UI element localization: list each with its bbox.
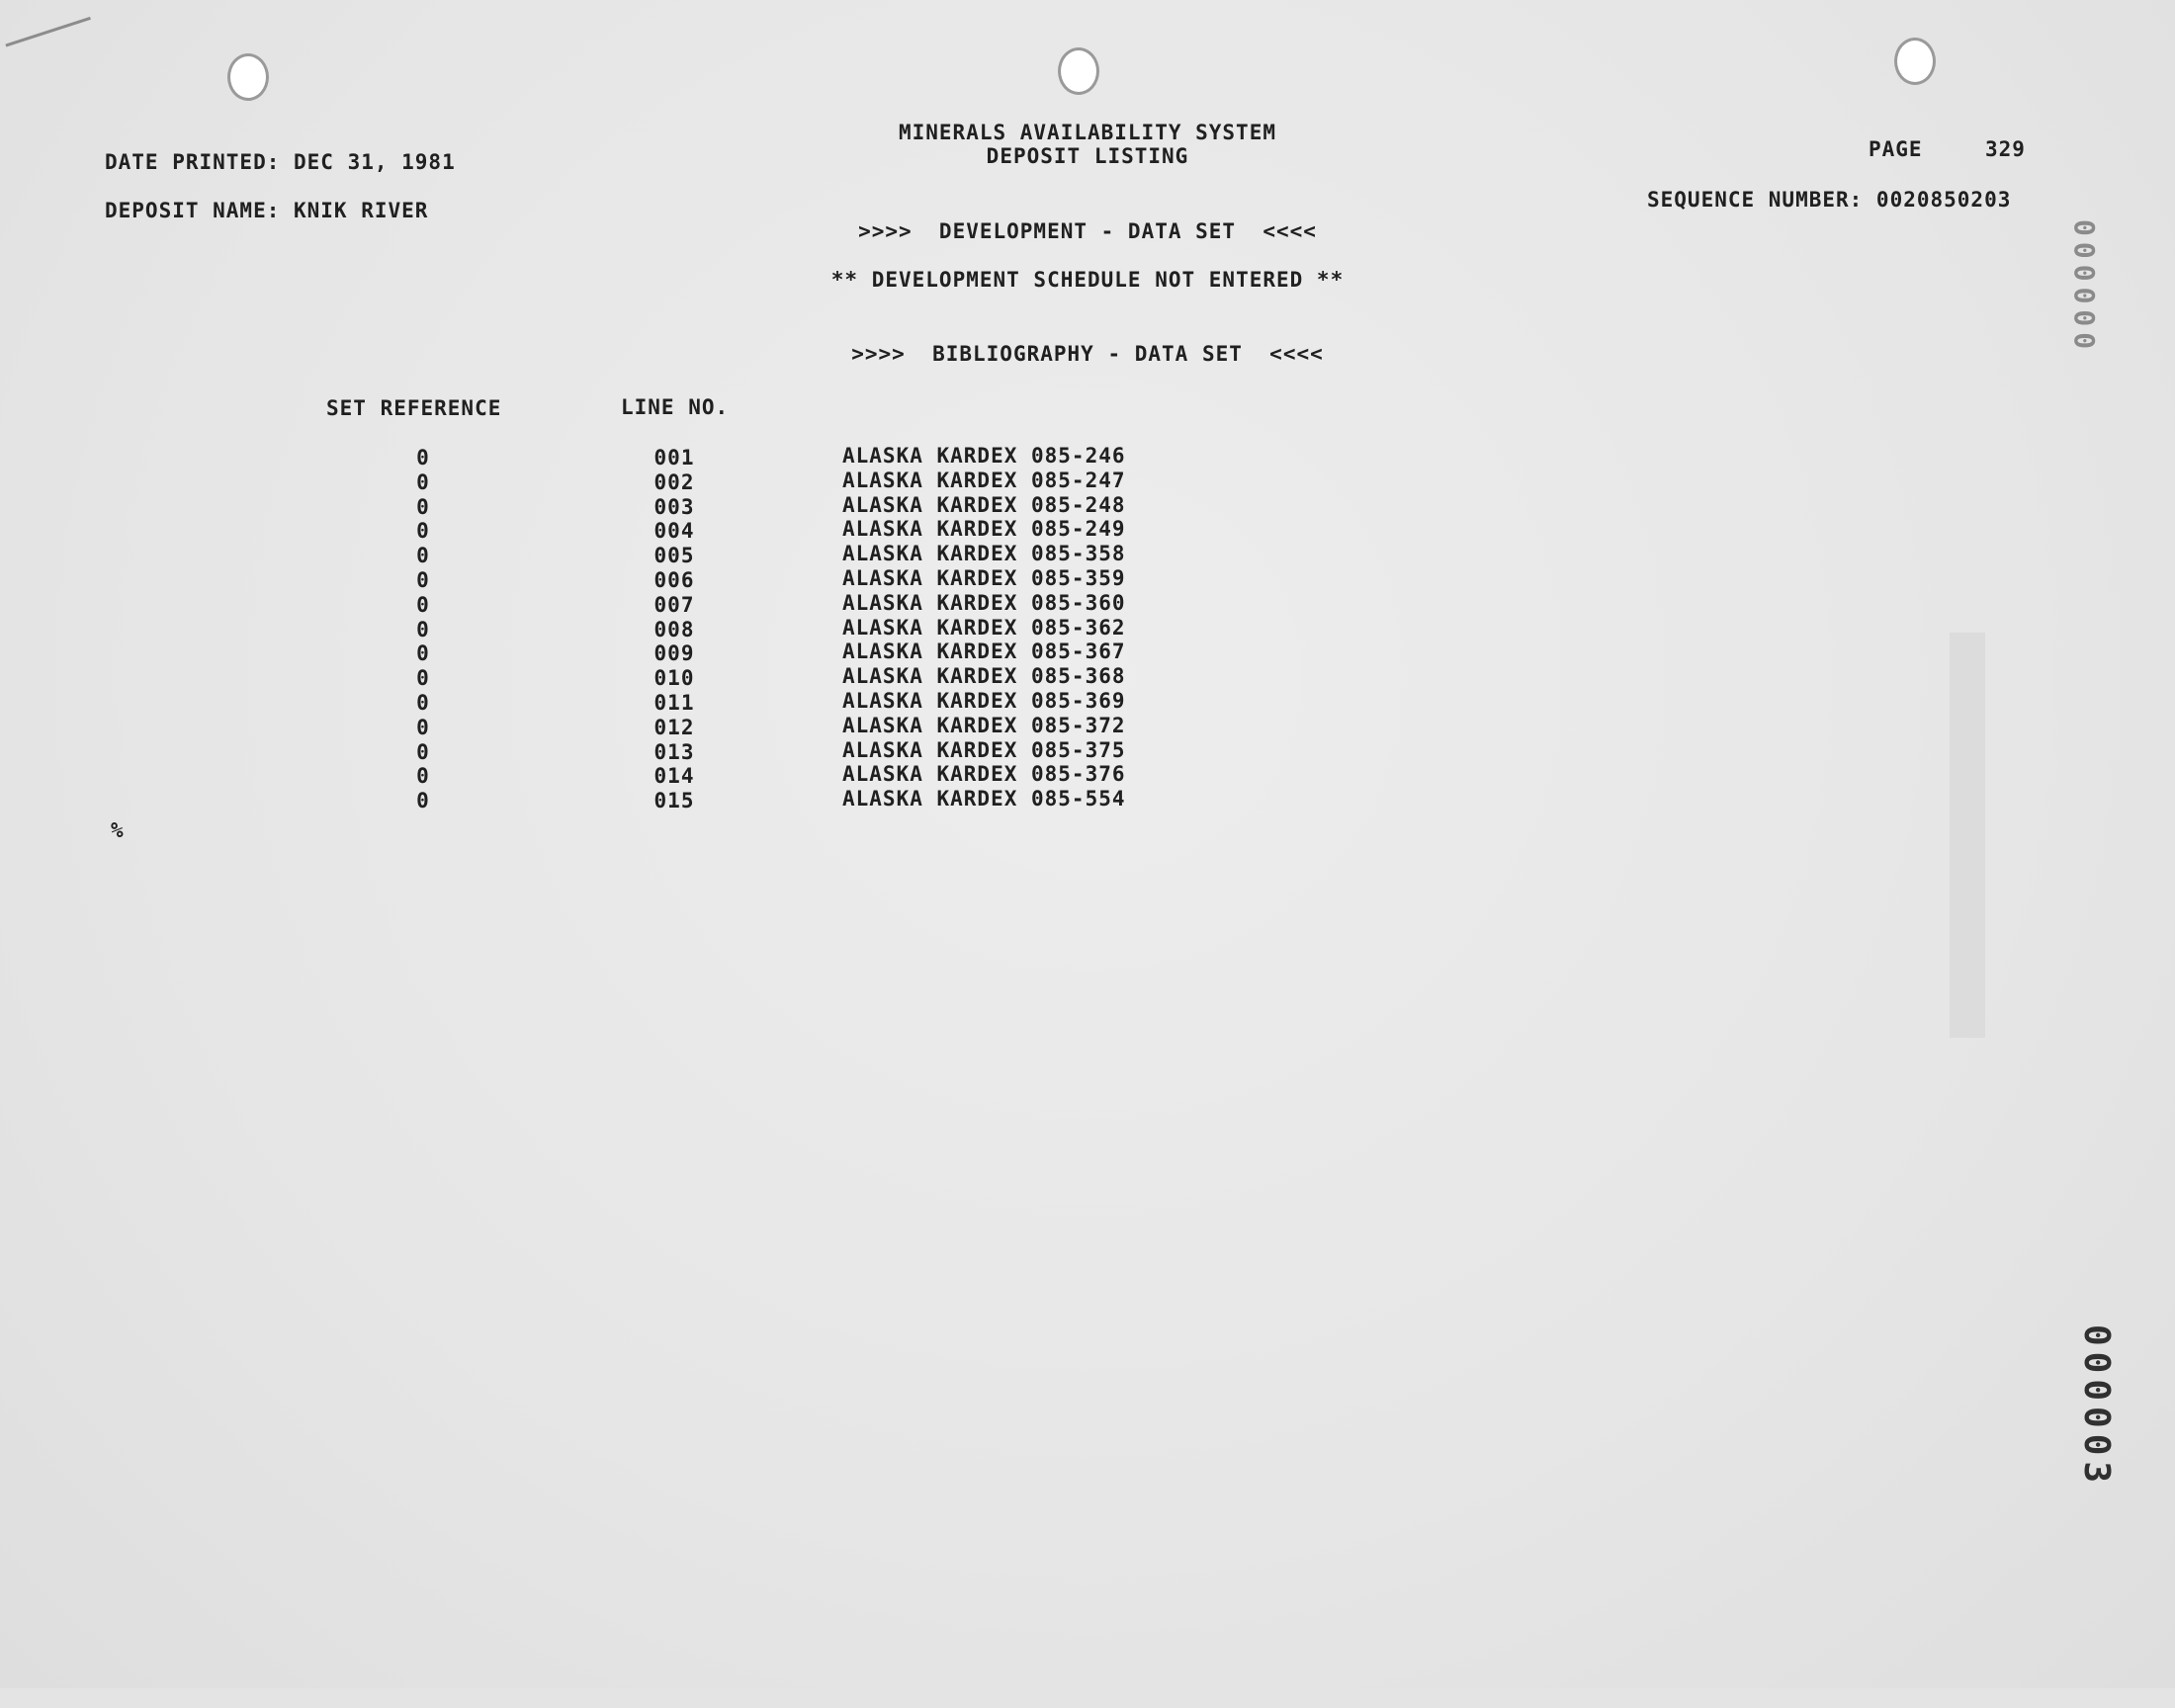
column-header-set-reference: SET REFERENCE xyxy=(326,396,502,420)
line-number-cell: 001 xyxy=(653,446,695,470)
set-reference-cell: 0 xyxy=(416,740,430,764)
set-reference-cell: 0 xyxy=(416,641,430,665)
citation-cell: ALASKA KARDEX 085-359 xyxy=(842,566,1126,590)
citation-cell: ALASKA KARDEX 085-369 xyxy=(842,689,1126,713)
line-number-cell: 015 xyxy=(653,789,695,812)
set-reference-cell: 0 xyxy=(416,764,430,788)
line-number-cell: 011 xyxy=(653,691,695,715)
page-number: 329 xyxy=(1985,137,2026,161)
citation-cell: ALASKA KARDEX 085-376 xyxy=(842,762,1126,786)
set-reference-cell: 0 xyxy=(416,544,430,567)
citation-cell: ALASKA KARDEX 085-247 xyxy=(842,469,1126,492)
citation-cell: ALASKA KARDEX 085-372 xyxy=(842,714,1126,737)
set-reference-cell: 0 xyxy=(416,519,430,543)
line-number-cell: 010 xyxy=(653,666,695,690)
system-title: MINERALS AVAILABILITY SYSTEM xyxy=(898,121,1276,144)
frame-number-bottom: 000003 xyxy=(2076,1324,2117,1490)
citation-cell: ALASKA KARDEX 085-248 xyxy=(842,493,1126,517)
date-printed: DATE PRINTED: DEC 31, 1981 xyxy=(105,150,456,174)
citation-cell: ALASKA KARDEX 085-360 xyxy=(842,591,1126,615)
line-number-cell: 005 xyxy=(653,544,695,567)
line-number-cell: 009 xyxy=(653,641,695,665)
punch-hole-right xyxy=(1894,38,1936,85)
frame-number-top: 000000 xyxy=(2068,219,2101,356)
set-reference-cell: 0 xyxy=(416,568,430,592)
citation-cell: ALASKA KARDEX 085-375 xyxy=(842,738,1126,762)
line-number-cell: 002 xyxy=(653,470,695,494)
bibliography-heading: >>>> BIBLIOGRAPHY - DATA SET <<<< xyxy=(851,342,1324,366)
set-reference-cell: 0 xyxy=(416,446,430,470)
line-number-cell: 003 xyxy=(653,495,695,519)
line-number-cell: 004 xyxy=(653,519,695,543)
page-label: PAGE xyxy=(1869,137,1923,161)
column-header-line-no: LINE NO. xyxy=(621,395,730,419)
set-reference-cell: 0 xyxy=(416,618,430,641)
listing-title: DEPOSIT LISTING xyxy=(986,144,1189,168)
citation-cell: ALASKA KARDEX 085-368 xyxy=(842,664,1126,688)
citation-cell: ALASKA KARDEX 085-358 xyxy=(842,542,1126,565)
deposit-name: DEPOSIT NAME: KNIK RIVER xyxy=(105,199,429,222)
punch-hole-center xyxy=(1058,47,1099,95)
set-reference-cell: 0 xyxy=(416,593,430,617)
development-notice: ** DEVELOPMENT SCHEDULE NOT ENTERED ** xyxy=(830,268,1345,292)
end-marker: % xyxy=(111,818,125,842)
punch-hole-left xyxy=(227,53,269,101)
set-reference-cell: 0 xyxy=(416,716,430,739)
corner-mark xyxy=(5,17,99,73)
set-reference-cell: 0 xyxy=(416,666,430,690)
line-number-cell: 006 xyxy=(653,568,695,592)
set-reference-cell: 0 xyxy=(416,495,430,519)
citation-cell: ALASKA KARDEX 085-362 xyxy=(842,616,1126,640)
citation-cell: ALASKA KARDEX 085-249 xyxy=(842,517,1126,541)
line-number-cell: 014 xyxy=(653,764,695,788)
scan-smudge xyxy=(1950,633,1985,1038)
citation-cell: ALASKA KARDEX 085-367 xyxy=(842,640,1126,663)
line-number-cell: 012 xyxy=(653,716,695,739)
citation-cell: ALASKA KARDEX 085-554 xyxy=(842,787,1126,811)
line-number-cell: 007 xyxy=(653,593,695,617)
development-heading: >>>> DEVELOPMENT - DATA SET <<<< xyxy=(858,219,1317,243)
set-reference-cell: 0 xyxy=(416,691,430,715)
line-number-cell: 008 xyxy=(653,618,695,641)
set-reference-cell: 0 xyxy=(416,470,430,494)
sequence-number: SEQUENCE NUMBER: 0020850203 xyxy=(1647,188,2012,212)
set-reference-cell: 0 xyxy=(416,789,430,812)
citation-cell: ALASKA KARDEX 085-246 xyxy=(842,444,1126,468)
line-number-cell: 013 xyxy=(653,740,695,764)
